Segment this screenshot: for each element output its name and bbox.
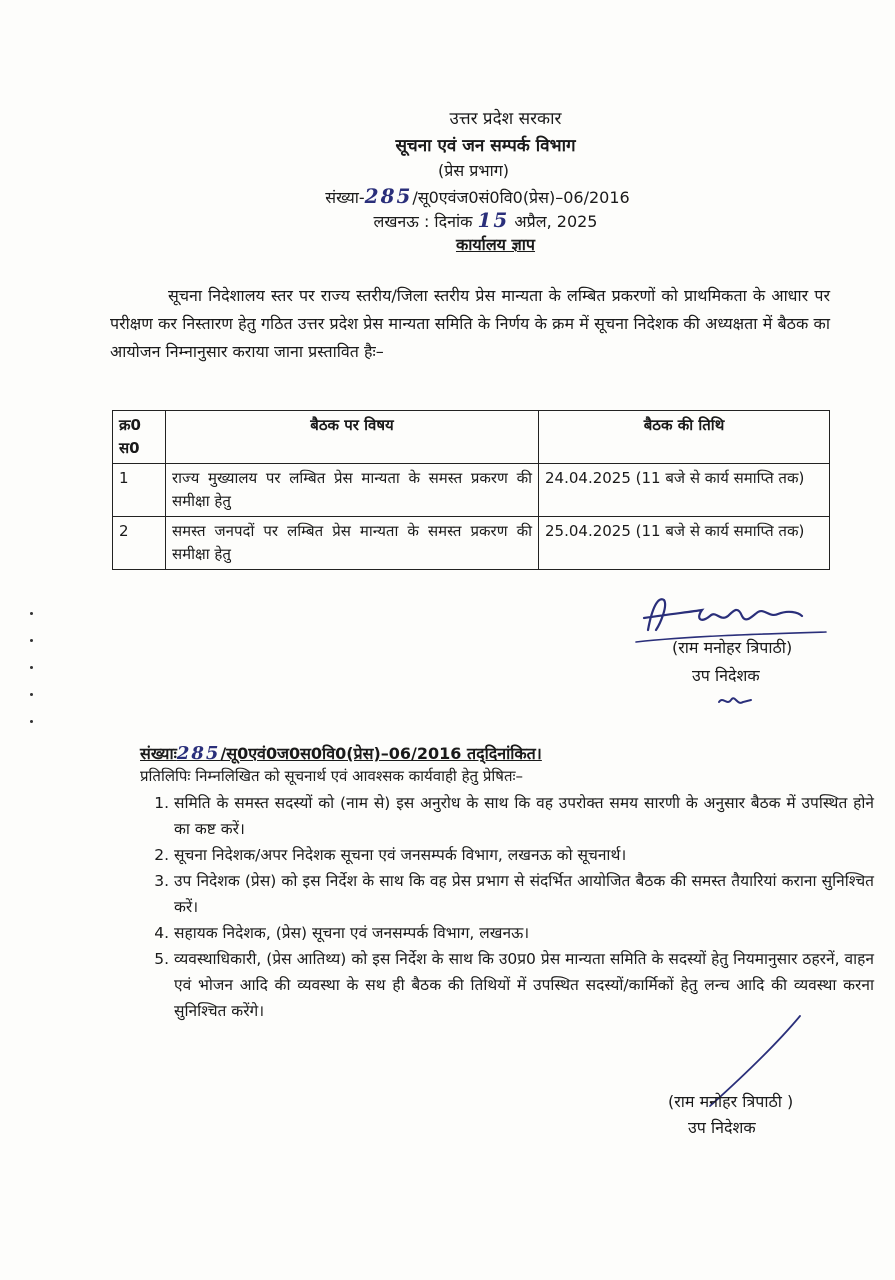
list-item: 2. सूचना निदेशक/अपर निदेशक सूचना एवं जनसम्पर्क विभाग, लखनऊ को सूचनार्थ।: [174, 842, 874, 868]
header-date: बैठक की तिथि: [539, 411, 830, 464]
signatory-designation-2: उप निदेशक: [688, 1118, 756, 1137]
row-date: 25.04.2025 (11 बजे से कार्य समाप्ति तक): [539, 517, 830, 570]
endorsement-prefix: संख्याः: [140, 744, 177, 763]
table-header-row: [113, 411, 830, 464]
header-serial: क्र0 स0: [113, 411, 166, 464]
signatory-name-2: (राम मनोहर त्रिपाठी ): [668, 1092, 794, 1111]
row-date: 24.04.2025 (11 बजे से कार्य समाप्ति तक): [539, 464, 830, 517]
list-item: 3. उप निदेशक (प्रेस) को इस निर्देश के साथ कि वह प्रेस प्रभाग से संदर्भित आयोजित बैठक की समस्त तैयारियां कराना सुनिश्चित करें।: [174, 868, 874, 920]
endorsement-suffix: /सू0एवं0ज0स0वि0(प्रेस)–06/2016 तद्‌दिनांकित।: [220, 744, 542, 763]
signatory-designation-1: उप निदेशक: [692, 666, 760, 685]
endorsement-number-handwritten: 285: [176, 743, 221, 764]
date-prefix: लखनऊ : दिनांक: [373, 212, 473, 231]
list-item: 1. समिति के समस्त सदस्यों को (नाम से) इस अनुरोध के साथ कि वह उपरोक्त समय सारणी के अनुसार बैठक में उपस्थित होने का कष्ट करें।: [174, 790, 874, 842]
document-type-title: कार्यालय ज्ञाप: [455, 235, 536, 254]
reference-number-handwritten: 285: [364, 184, 413, 208]
list-item: 4. सहायक निदेशक, (प्रेस) सूचना एवं जनसम्पर्क विभाग, लखनऊ।: [174, 920, 874, 946]
table-row: [113, 517, 830, 570]
margin-punch-dots: [30, 612, 33, 747]
date-suffix: अप्रैल, 2025: [514, 212, 598, 231]
distribution-list: [140, 790, 874, 1024]
row-serial: 1: [113, 464, 166, 517]
signatory-name-1: (राम मनोहर त्रिपाठी): [672, 638, 793, 657]
table-row: [113, 464, 830, 517]
row-serial: 2: [113, 517, 166, 570]
date-line: [38, 208, 895, 232]
memo-paragraph: सूचना निदेशालय स्तर पर राज्य स्तरीय/जिला स्तरीय प्रेस मान्यता के लम्बित प्रकरणों को प्राथमिकता के आधार पर परीक्षण कर निस्तारण हेतु गठित उत्तर प्रदेश प्रेस मान्यता समिति के निर्णय के क्रम में सूचना निदेशक की अध्यक्षता में बैठक का आयोजन निम्नानुसार कराया जाना प्रस्तावित हैः–: [110, 286, 830, 361]
meeting-schedule-table: [112, 410, 830, 570]
endorsement-reference: [140, 742, 542, 764]
reference-prefix: संख्या-: [325, 188, 365, 207]
row-subject: राज्य मुख्यालय पर लम्बित प्रेस मान्यता के समस्त प्रकरण की समीक्षा हेतु: [166, 464, 539, 517]
header-subject: बैठक पर विषय: [166, 411, 539, 464]
row-subject: समस्त जनपदों पर लम्बित प्रेस मान्यता के समस्त प्रकरण की समीक्षा हेतु: [166, 517, 539, 570]
section-name: (प्रेस प्रभाग): [438, 161, 509, 180]
department-name: सूचना एवं जन सम्पर्क विभाग: [395, 136, 576, 156]
government-name: उत्तर प्रदेश सरकार: [449, 109, 562, 129]
list-item: 5. व्यवस्थाधिकारी, (प्रेस आतिथ्य) को इस निर्देश के साथ कि उ0प्र0 प्रेस मान्यता समिति के सदस्यों हेतु नियमानुसार ठहरनें, वाहन एवं भोजन आदि की व्यवस्था के सथ ही बैठक की तिथियों में उपस्थित सदस्यों/कार्मिकों हेतु लन्च आदि की व्यवस्था करना सुनिश्चित करेंगे।: [174, 946, 874, 1024]
reference-suffix: /सू0एवंज0सं0वि0(प्रेस)–06/2016: [412, 188, 630, 207]
reference-line: [30, 184, 895, 208]
initials-mark: [715, 690, 755, 712]
date-day-handwritten: 15: [477, 208, 510, 232]
copy-to-heading: प्रतिलिपिः निम्नलिखित को सूचनार्थ एवं आवश्सक कार्यवाही हेतु प्रेषितः–: [140, 767, 524, 785]
